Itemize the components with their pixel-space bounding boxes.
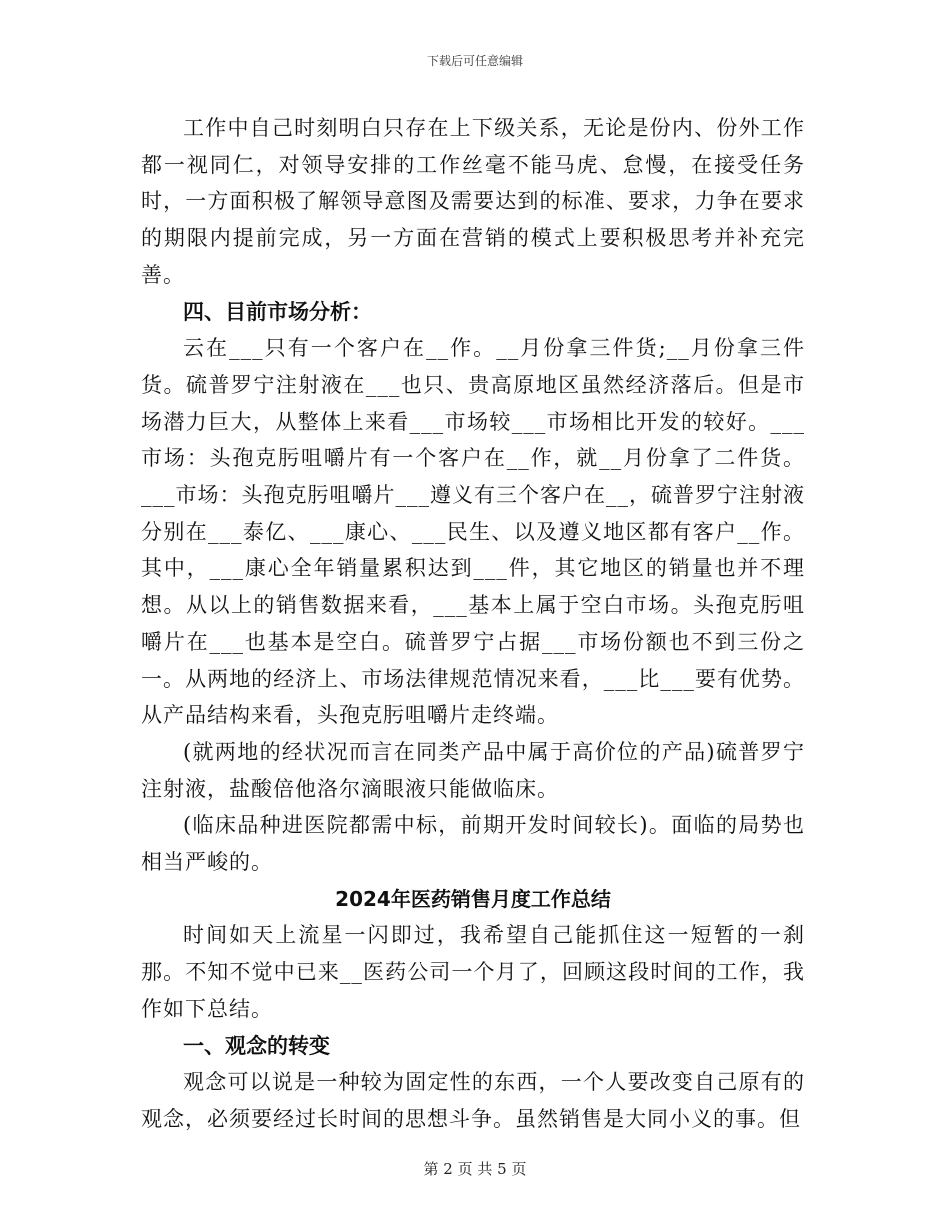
paragraph-concept: 观念可以说是一种较为固定性的东西，一个人要改变自己原有的观念，必须要经过长时间的思想斗争。虽然销售是大同小义的事。但 xyxy=(141,1070,805,1131)
paragraph-clinical-note: (临床品种进医院都需中标，前期开发时间较长)。面临的局势也相当严峻的。 xyxy=(141,813,805,875)
section-heading-concept-change: 一、观念的转变 xyxy=(183,1033,330,1058)
page-footer: 第 2 页 共 5 页 xyxy=(423,1160,527,1178)
document-title: 2024年医药销售月度工作总结 xyxy=(335,886,611,911)
paragraph-intro: 时间如天上流星一闪即过，我希望自己能抓住这一短暂的一刹那。不知不觉中已来__医药公司一个月了，回顾这段时间的工作，我作如下总结。 xyxy=(141,923,805,1021)
page-header: 下载后可任意编辑 xyxy=(426,54,523,68)
paragraph-work-attitude: 工作中自己时刻明白只存在上下级关系，无论是份内、份外工作都一视同仁，对领导安排的工作丝毫不能马虎、怠慢，在接受任务时，一方面积极了解领导意图及需要达到的标准、要求，力争在要求的期限内提前完成，另一方面在营销的模式上要积极思考并补充完善。 xyxy=(141,116,805,287)
paragraph-price-note: (就两地的经状况而言在同类产品中属于高价位的产品)硫普罗宁注射液，盐酸倍他洛尔滴眼液只能做临床。 xyxy=(141,739,805,801)
document-body xyxy=(141,110,805,1138)
section-heading-market-analysis: 四、目前市场分析： xyxy=(183,299,372,324)
paragraph-market-analysis: 云在___只有一个客户在__作。__月份拿三件货;__月份拿三件货。硫普罗宁注射液在___也只、贵高原地区虽然经济落后。但是市场潜力巨大，从整体上来看___市场较___市场相比开发的较好。___市场：头孢克肟咀嚼片有一个客户在__作，就__月份拿了二件货。___市场：头孢克肟咀嚼片___遵义有三个客户在__，硫普罗宁注射液分别在___泰亿、___康心、___民生、以及遵义地区都有客户__作。其中，___康心全年销量累积达到___件，其它地区的销量也并不理想。从以上的销售数据来看，___基本上属于空白市场。头孢克肟咀嚼片在___也基本是空白。硫普罗宁占据___市场份额也不到三份之一。从两地的经济上、市场法律规范情况来看，___比___要有优势。从产品结构来看，头孢克肟咀嚼片走终端。 xyxy=(141,336,805,728)
